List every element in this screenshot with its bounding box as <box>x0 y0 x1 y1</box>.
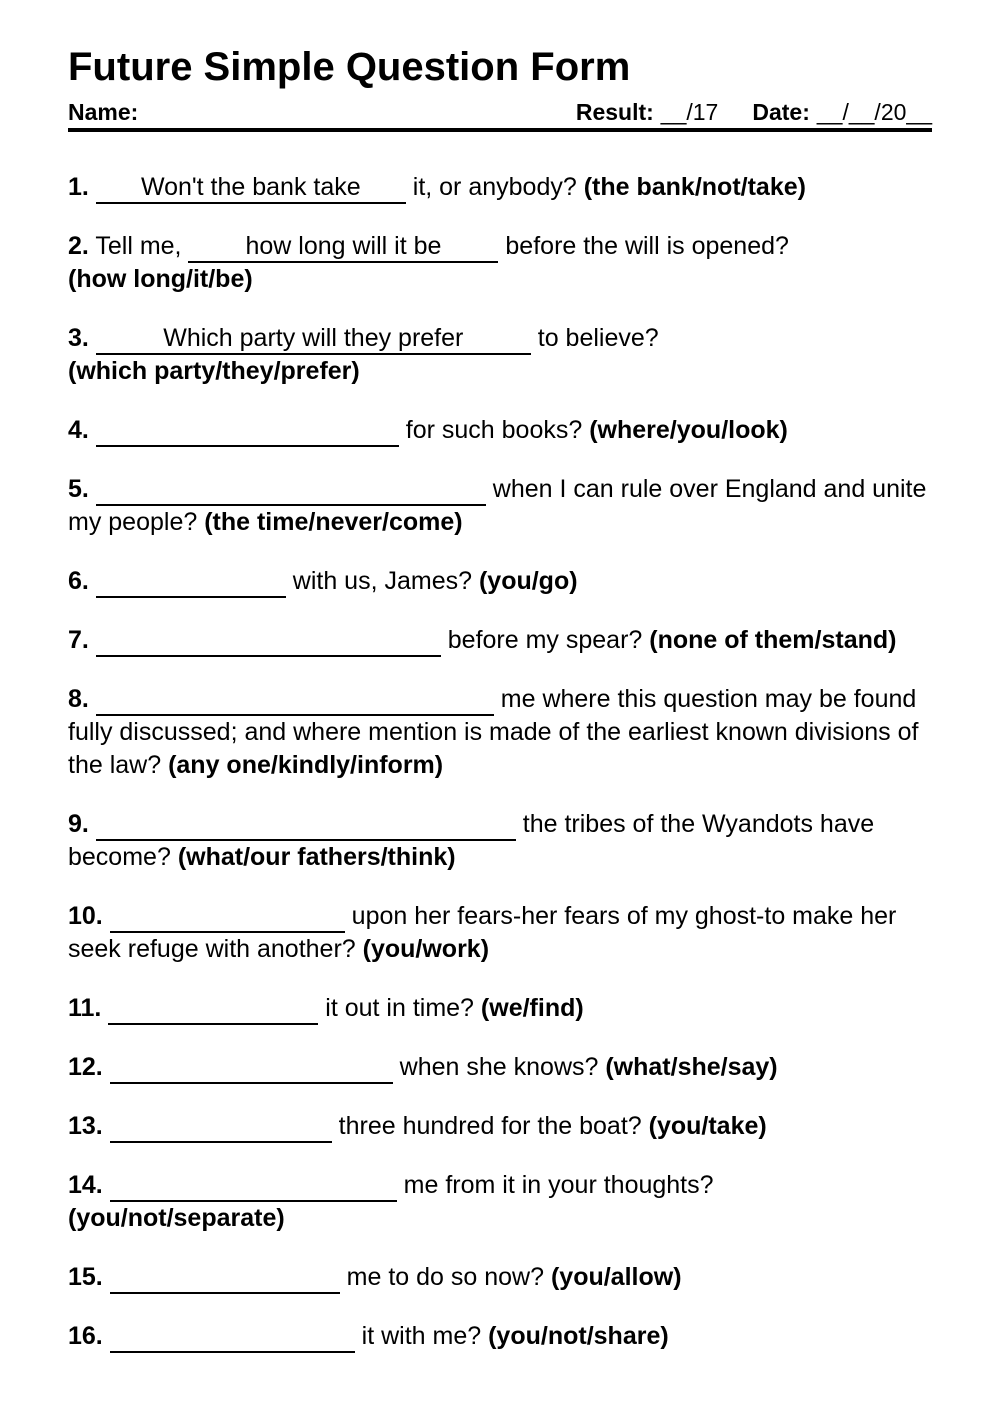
answer-blank[interactable] <box>96 474 486 506</box>
question-item <box>68 1051 932 1084</box>
question-number: 2. <box>68 232 89 260</box>
question-number: 15. <box>68 1263 103 1291</box>
answer-text <box>229 1322 236 1350</box>
verb-hint: (what/our fathers/think) <box>177 843 456 871</box>
answer-blank[interactable] <box>96 684 494 716</box>
answer-blank[interactable] <box>110 901 345 933</box>
question-item <box>68 565 932 598</box>
verb-hint: (we/find) <box>480 994 584 1022</box>
worksheet-header <box>68 99 932 125</box>
answer-text: how long will it be <box>245 232 442 260</box>
question-number: 16. <box>68 1322 103 1350</box>
question-number: 12. <box>68 1053 103 1081</box>
question-item <box>68 900 932 966</box>
answer-text <box>210 994 217 1022</box>
question-text: when I can rule over England and unite my people? <box>68 475 927 536</box>
answer-blank[interactable] <box>96 566 286 598</box>
question-number: 13. <box>68 1112 103 1140</box>
question-item <box>68 1110 932 1143</box>
question-item <box>68 230 932 296</box>
question-text: me where this question may be found fully discussed; and where mention is made of the earliest known divisions of the law? <box>68 685 919 779</box>
verb-hint: (the time/never/come) <box>204 508 463 536</box>
result-value: __/17 <box>660 99 719 125</box>
question-text: it out in time? <box>325 994 474 1022</box>
result-field <box>576 99 719 125</box>
answer-blank[interactable] <box>110 1321 355 1353</box>
question-item <box>68 808 932 874</box>
answer-blank[interactable] <box>96 809 516 841</box>
question-number: 6. <box>68 567 89 595</box>
name-label: Name: <box>68 99 139 125</box>
question-text: when she knows? <box>399 1053 599 1081</box>
header-divider <box>68 128 932 132</box>
question-text: me from it in your thoughts? <box>403 1171 714 1199</box>
question-pre-text: Tell me, <box>95 232 182 260</box>
question-number: 3. <box>68 324 89 352</box>
verb-hint: (you/go) <box>478 567 578 595</box>
answer-text: Which party will they prefer <box>163 324 464 352</box>
answer-text <box>248 1053 255 1081</box>
question-item <box>68 992 932 1025</box>
question-number: 4. <box>68 416 89 444</box>
name-field <box>68 99 138 125</box>
answer-blank[interactable] <box>96 415 399 447</box>
verb-hint: (any one/kindly/inform) <box>168 751 444 779</box>
verb-hint: (what/she/say) <box>605 1053 778 1081</box>
question-text: three hundred for the boat? <box>338 1112 642 1140</box>
question-text: upon her fears-her fears of my ghost-to make her seek refuge with another? <box>68 902 897 963</box>
question-item <box>68 1320 932 1353</box>
question-item <box>68 683 932 782</box>
question-item <box>68 414 932 447</box>
answer-blank[interactable] <box>108 993 318 1025</box>
verb-hint: (which party/they/prefer) <box>68 357 360 385</box>
verb-hint: (you/not/separate) <box>68 1204 285 1232</box>
verb-hint: (where/you/look) <box>589 416 788 444</box>
date-value: __/__/20__ <box>816 99 932 125</box>
result-label: Result: <box>575 99 654 125</box>
question-text: for such books? <box>405 416 583 444</box>
answer-text: Won't the bank take <box>140 173 361 201</box>
answer-blank[interactable] <box>96 323 531 355</box>
answer-text <box>287 475 294 503</box>
answer-blank[interactable] <box>110 1170 397 1202</box>
answer-blank[interactable] <box>96 625 441 657</box>
question-number: 14. <box>68 1171 103 1199</box>
page-title: Future Simple Question Form <box>68 45 631 89</box>
verb-hint: (you/not/share) <box>488 1322 669 1350</box>
answer-blank[interactable] <box>110 1052 393 1084</box>
answer-text <box>291 685 298 713</box>
question-text: it with me? <box>361 1322 482 1350</box>
verb-hint: (you/take) <box>648 1112 767 1140</box>
verb-hint: (none of them/stand) <box>649 626 897 654</box>
answer-text <box>250 1171 257 1199</box>
date-label: Date: <box>752 99 810 125</box>
question-text: to believe? <box>537 324 659 352</box>
question-text: me to do so now? <box>346 1263 545 1291</box>
question-number: 5. <box>68 475 89 503</box>
question-number: 8. <box>68 685 89 713</box>
answer-text <box>187 567 194 595</box>
question-item <box>68 171 932 204</box>
question-number: 1. <box>68 173 89 201</box>
question-item <box>68 473 932 539</box>
verb-hint: (you/work) <box>362 935 490 963</box>
question-text: with us, James? <box>292 567 473 595</box>
answer-text <box>217 1112 224 1140</box>
question-text: it, or anybody? <box>412 173 577 201</box>
answer-text <box>244 416 251 444</box>
question-text: before the will is opened? <box>505 232 789 260</box>
question-item <box>68 1169 932 1235</box>
question-text: the tribes of the Wyandots have become? <box>68 810 875 871</box>
answer-text <box>302 810 309 838</box>
question-item <box>68 322 932 388</box>
question-item <box>68 1261 932 1294</box>
question-number: 11. <box>68 994 102 1022</box>
verb-hint: (how long/it/be) <box>68 265 253 293</box>
answer-blank[interactable] <box>188 231 498 263</box>
question-item <box>68 624 932 657</box>
verb-hint: (the bank/not/take) <box>583 173 806 201</box>
question-number: 7. <box>68 626 89 654</box>
question-list <box>68 171 932 1353</box>
header-right-group <box>576 99 932 125</box>
question-text: before my spear? <box>447 626 643 654</box>
date-field <box>752 99 932 125</box>
answer-text <box>224 902 231 930</box>
question-number: 10. <box>68 902 103 930</box>
answer-text <box>265 626 272 654</box>
answer-blank[interactable] <box>96 172 406 204</box>
answer-blank[interactable] <box>110 1111 332 1143</box>
answer-blank[interactable] <box>110 1262 340 1294</box>
answer-text <box>221 1263 228 1291</box>
verb-hint: (you/allow) <box>550 1263 682 1291</box>
question-number: 9. <box>68 810 89 838</box>
